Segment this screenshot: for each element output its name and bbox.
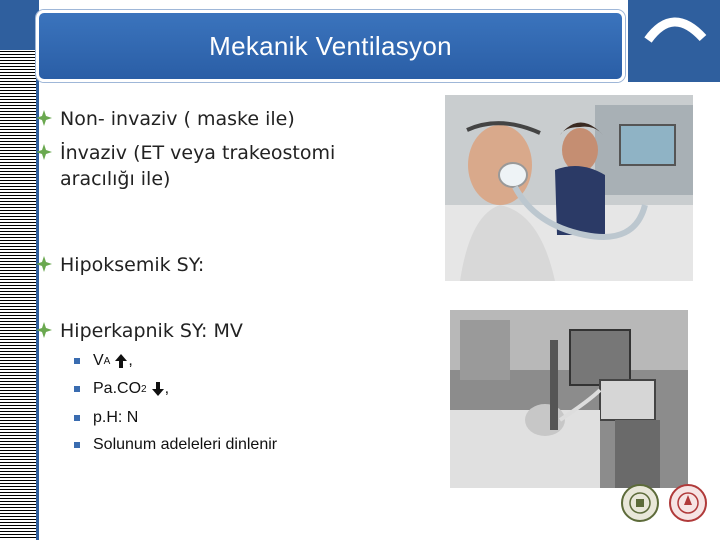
square-bullet-icon [74, 386, 80, 392]
square-bullet-icon [74, 442, 80, 448]
sub-bullet-subscript: 2 [141, 383, 147, 395]
left-bar-accent [0, 0, 36, 50]
sub-bullet-suffix: , [164, 380, 170, 397]
sub-bullet-subscript: A [103, 355, 111, 367]
sub-bullet-paco2 [74, 380, 169, 398]
photo-invasive-ventilation [450, 310, 688, 488]
bullet-text: Hiperkapnik SY: MV [60, 320, 243, 342]
bullet-text: İnvaziv (ET veya trakeostomi aracılığı ile) [60, 142, 336, 190]
sub-bullet-muscles [74, 436, 277, 454]
bullet-hypoxemic [36, 252, 436, 278]
bullet-hypercapnic [36, 318, 436, 344]
arrow-down-icon [151, 381, 165, 397]
left-striped-bar [0, 0, 36, 540]
square-bullet-icon [74, 358, 80, 364]
university-seal-logo [620, 483, 660, 523]
diamond-bullet-icon [36, 322, 52, 338]
sub-bullet-ph [74, 409, 138, 427]
photo-non-invasive-mask [445, 95, 693, 281]
bullet-invasive [36, 140, 396, 192]
sub-bullet-va [74, 352, 133, 370]
bullet-text: Hipoksemik SY: [60, 254, 205, 276]
sub-bullet-main: Pa.CO [93, 380, 142, 397]
faculty-seal-logo [668, 483, 708, 523]
diamond-bullet-icon [36, 110, 52, 126]
square-bullet-icon [74, 415, 80, 421]
sub-bullet-main: Solunum adeleleri dinlenir [93, 436, 278, 453]
slide-title: Mekanik Ventilasyon [209, 30, 452, 61]
bullet-text: Non- invaziv ( maske ile) [60, 108, 295, 130]
sub-bullet-main: p.H: N [93, 409, 139, 426]
arrow-up-icon [114, 353, 128, 369]
sub-bullet-suffix: , [128, 352, 133, 369]
arc-decoration-icon [628, 0, 720, 82]
diamond-bullet-icon [36, 256, 52, 272]
corner-decoration [628, 0, 720, 82]
diamond-bullet-icon [36, 144, 52, 160]
bullet-non-invasive [36, 106, 436, 132]
title-box [36, 10, 625, 82]
sub-bullet-main: V [93, 352, 104, 369]
